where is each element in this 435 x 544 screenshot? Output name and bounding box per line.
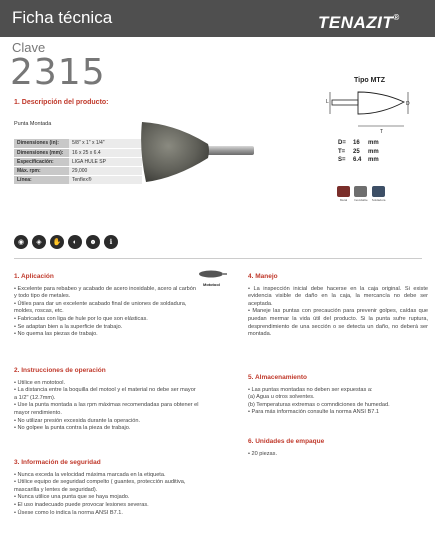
spec-value: Tenflex® bbox=[69, 175, 142, 184]
dimension-row: T= 25 mm bbox=[338, 148, 379, 155]
material-badges bbox=[337, 186, 385, 202]
list-item: • Maneje las puntas con precaución para prevenir golpes, caídas que puedan mermar la vida útil del producto. Si la punta sufre ruptura, desprendimiento de una sección o se detecta un daño, no deberá ser montada. bbox=[248, 308, 428, 338]
section-almacenamiento bbox=[248, 374, 428, 417]
list-item: • El uso inadecuado puede provocar lesiones severas. bbox=[14, 501, 149, 508]
list-item: • Úsese como lo indica la norma ANSI B7.1. bbox=[14, 509, 123, 516]
material-metal-badge: Metal bbox=[337, 186, 350, 202]
brand-name: TENAZIT bbox=[318, 13, 394, 32]
spec-key: Dimensiones (mm): bbox=[14, 148, 69, 157]
list-item: • No utilizar presión excesida durante la operación. bbox=[14, 417, 141, 424]
material-inoxidable-badge: Inoxidable bbox=[354, 186, 368, 202]
list-item: • 20 piezas. bbox=[248, 450, 278, 457]
list-item: • Las puntas montadas no deben ser expuestas a: bbox=[248, 386, 373, 393]
list-item: • Se adaptan bien a la superficie de trabajo. bbox=[14, 323, 123, 330]
spec-value: 16 x 25 x 6.4 bbox=[69, 148, 142, 157]
product-image bbox=[136, 110, 256, 192]
section-title: 1. Aplicación bbox=[14, 273, 54, 280]
spec-row bbox=[14, 148, 142, 157]
dimension-row: S= 6.4 mm bbox=[338, 157, 379, 163]
section-title: 3. Información de seguridad bbox=[14, 459, 101, 466]
list-item: • No quema las piezas de trabajo. bbox=[14, 331, 98, 338]
clave-label: Clave bbox=[12, 40, 46, 55]
spec-key: Dimensiones (in): bbox=[14, 139, 69, 148]
spec-value: 29,000 bbox=[69, 166, 142, 175]
list-item: • La inspección inicial debe hacerse en la caja original. Si existe evidencia visible de daño en la caja, la mercancía no debe ser aceptada. bbox=[248, 285, 428, 307]
spec-value: LIGA HULE SP bbox=[69, 157, 142, 166]
mask-icon: ◈ bbox=[32, 235, 46, 249]
dimension-list bbox=[338, 139, 379, 165]
safety-icons bbox=[14, 235, 118, 249]
spec-key: Línea: bbox=[14, 175, 69, 184]
list-item: • No golpee la punta contra la pieza de trabajo. bbox=[14, 425, 131, 432]
spec-row bbox=[14, 139, 142, 148]
spec-row bbox=[14, 175, 142, 184]
spec-row bbox=[14, 166, 142, 175]
spec-row bbox=[14, 157, 142, 166]
diagram-label-d: D bbox=[406, 101, 410, 107]
mototool-image bbox=[198, 268, 228, 282]
list-item: • La distancia entre la boquilla del motool y el material no debe ser mayor a 1/2" (12.7mm). bbox=[14, 387, 196, 401]
material-soldadura-badge: Soldadura bbox=[372, 186, 386, 202]
hearing-icon: ◐ bbox=[68, 235, 82, 249]
soldadura-icon bbox=[372, 186, 385, 197]
list-item: • Nunca utilice una punta que se haya mojado. bbox=[14, 494, 130, 501]
spec-key: Especificación: bbox=[14, 157, 69, 166]
diagram-label-l: L bbox=[326, 99, 329, 105]
inoxidable-icon bbox=[354, 186, 367, 197]
list-item: • Nunca exceda la velocidad máxima marcada en la etiqueta. bbox=[14, 471, 166, 478]
list-item: • Excelente para rebabeo y acabado de acero inoxidable, acero al carbón y todo tipo de metales. bbox=[14, 285, 197, 300]
list-item: • Para más información consulte la norma ANSI B7.1 bbox=[248, 409, 379, 416]
dimension-row: D= 16 mm bbox=[338, 140, 379, 146]
divider bbox=[14, 258, 422, 259]
section-empaque bbox=[248, 438, 428, 458]
goggles-icon: ◉ bbox=[14, 235, 28, 249]
tipo-label: Tipo MTZ bbox=[354, 77, 385, 84]
spec-key: Máx. rpm: bbox=[14, 166, 69, 175]
brand-registered-mark: ® bbox=[393, 13, 400, 22]
section-title: 5. Almacenamiento bbox=[248, 374, 308, 381]
section-title: 2. Instrucciones de operación bbox=[14, 367, 106, 374]
gloves-icon: ✋ bbox=[50, 235, 64, 249]
list-item: • Utilice equipo de seguridad compelto ( guantes, protección auditiva, mascarilla y lentes de seguridad). bbox=[14, 479, 186, 493]
list-item: • Fabricadas con liga de hule por lo que son elásticas. bbox=[14, 315, 148, 322]
section-instrucciones bbox=[14, 367, 200, 433]
face-shield-icon: ☻ bbox=[86, 235, 100, 249]
list-item: • Use la punta montada a las rpm máximas recomendadas para obtener el mayor rendimiento. bbox=[14, 402, 199, 416]
brand-logo bbox=[318, 13, 400, 33]
metal-icon bbox=[337, 186, 350, 197]
section-manejo bbox=[248, 273, 428, 339]
spec-value: 5/8" x 1" x 1/4" bbox=[69, 139, 142, 148]
diagram-label-t: T bbox=[380, 129, 384, 135]
profile-diagram bbox=[322, 86, 412, 136]
mototool-label: Mototool bbox=[203, 282, 220, 287]
section-description-title: 1. Descripción del producto: bbox=[14, 99, 109, 106]
manual-icon: ℹ bbox=[104, 235, 118, 249]
list-item: (b) Temperaturas extremas o comndiciones de humedad. bbox=[248, 401, 390, 408]
section-aplicacion bbox=[14, 273, 200, 339]
product-name: Punta Montada bbox=[14, 121, 52, 127]
product-code: 2315 bbox=[10, 52, 106, 93]
list-item: • Utilice en mototool. bbox=[14, 379, 66, 386]
section-seguridad bbox=[14, 459, 200, 517]
spec-table bbox=[14, 139, 142, 185]
page-title: Ficha técnica bbox=[12, 8, 113, 27]
list-item: (a) Agua u otros solventes. bbox=[248, 394, 315, 401]
section-title: 4. Manejo bbox=[248, 273, 278, 280]
list-item: • Útiles para dar un excelente acabado final de uniones de soldadura, moldes, roscas, etc. bbox=[14, 300, 187, 315]
header-bar bbox=[0, 0, 435, 37]
section-title: 6. Unidades de empaque bbox=[248, 438, 325, 445]
